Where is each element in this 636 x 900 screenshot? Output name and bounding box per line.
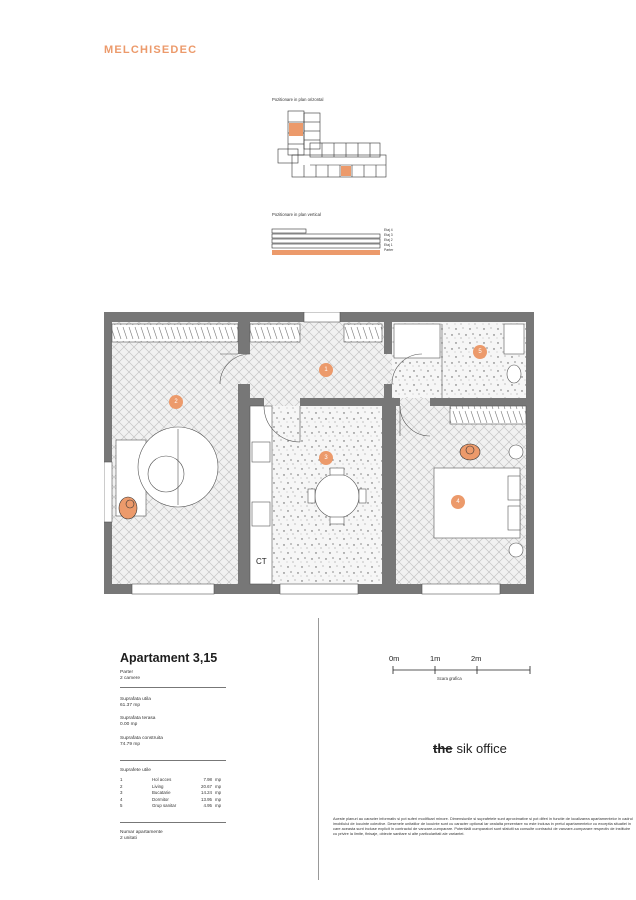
apartment-rooms: 2 camere [120,676,140,681]
useful-area-label: Suprafata utila [120,697,151,702]
brand-title: MELCHISEDEC [104,44,198,56]
rooms-table-label: Suprafete utile [120,768,151,773]
room-number-4: 4 [456,499,460,505]
scale-label-1: 1m [430,654,441,663]
vertical-key-plan [270,226,384,258]
logo-the: the [433,741,453,756]
divider [120,687,226,688]
sik-office-logo [433,741,507,756]
built-area-value: 74.79 mp [120,742,141,747]
scale-caption: Scara grafica [437,676,462,681]
room-number-1: 1 [324,367,328,373]
apartment-count-label: Numar apartamente [120,830,163,835]
horizontal-highlight-1 [289,123,303,136]
table-row: 5 Grup sanitar 4.95 mp [120,803,222,808]
disclaimer-text: Aceste planuri au caracter informativ si pot suferi modificari minore. Dimensiunile si suprafetele sunt aproximative si pot diferi in functie de localizarea apartamentelor in cadrul imobilului de locuinte colective. Desenele unitatilor de locuinte sunt cu caracter optional iar cealalta prezentare nu este inclusa in pretul apartamentelor cu exceptia situatiei in care aceasta sunt incluse explicit in contractul de vanzare-cumparare. Potentialii cumparatori sunt sfatuiti sa consulte contractul de vanzare-cumparare respectiv de instituire cu privire la limite, finisaje, obiecte sanitare si alte particularitati ale variantei. [333,816,633,836]
table-row: 1 Hol acces 7.98 mp [120,777,222,782]
floor-label: Parter [384,248,394,252]
apartment-count-value: 2 unitati [120,836,137,841]
table-row: 4 Dormitor 13.95 mp [120,796,222,802]
apartment-floor-plan [104,312,534,598]
floor-label: Etaj 4 [384,228,393,232]
scale-label-0: 0m [389,654,400,663]
useful-area-value: 61.37 mp [120,703,141,708]
horizontal-highlight-2 [341,166,351,176]
divider [120,822,226,823]
table-row: 3 Bucatarie 14.24 mp [120,790,222,795]
terrace-value: 0.00 mp [120,722,138,727]
apartment-title: Apartament 3,15 [120,651,218,665]
table-row: 2 Living 20.67 mp [120,783,222,789]
floor-label: Etaj 1 [384,243,393,247]
scale-label-2: 2m [471,654,482,663]
scale-bar [392,664,532,676]
rooms-table [120,777,221,810]
floor-label: Etaj 3 [384,233,393,237]
vertical-highlight-parter [272,250,380,255]
terrace-label: Suprafata terasa [120,716,156,721]
column-separator [318,618,319,880]
floor-label: Etaj 2 [384,238,393,242]
divider [120,760,226,761]
floor-labels [384,228,393,253]
horizontal-key-plan [270,105,388,180]
logo-text: sik office [456,741,507,756]
room-number-5: 5 [478,349,482,355]
room-number-2: 2 [174,399,178,405]
horizontal-position-label: Pozitionare in plan orizontal [272,97,324,102]
built-area-label: Suprafata construita [120,736,163,741]
vertical-position-label: Pozitionare in plan vertical [272,212,321,217]
room-number-3: 3 [324,455,328,461]
ct-label: CT [256,557,267,566]
apartment-floor: Parter [120,670,134,675]
